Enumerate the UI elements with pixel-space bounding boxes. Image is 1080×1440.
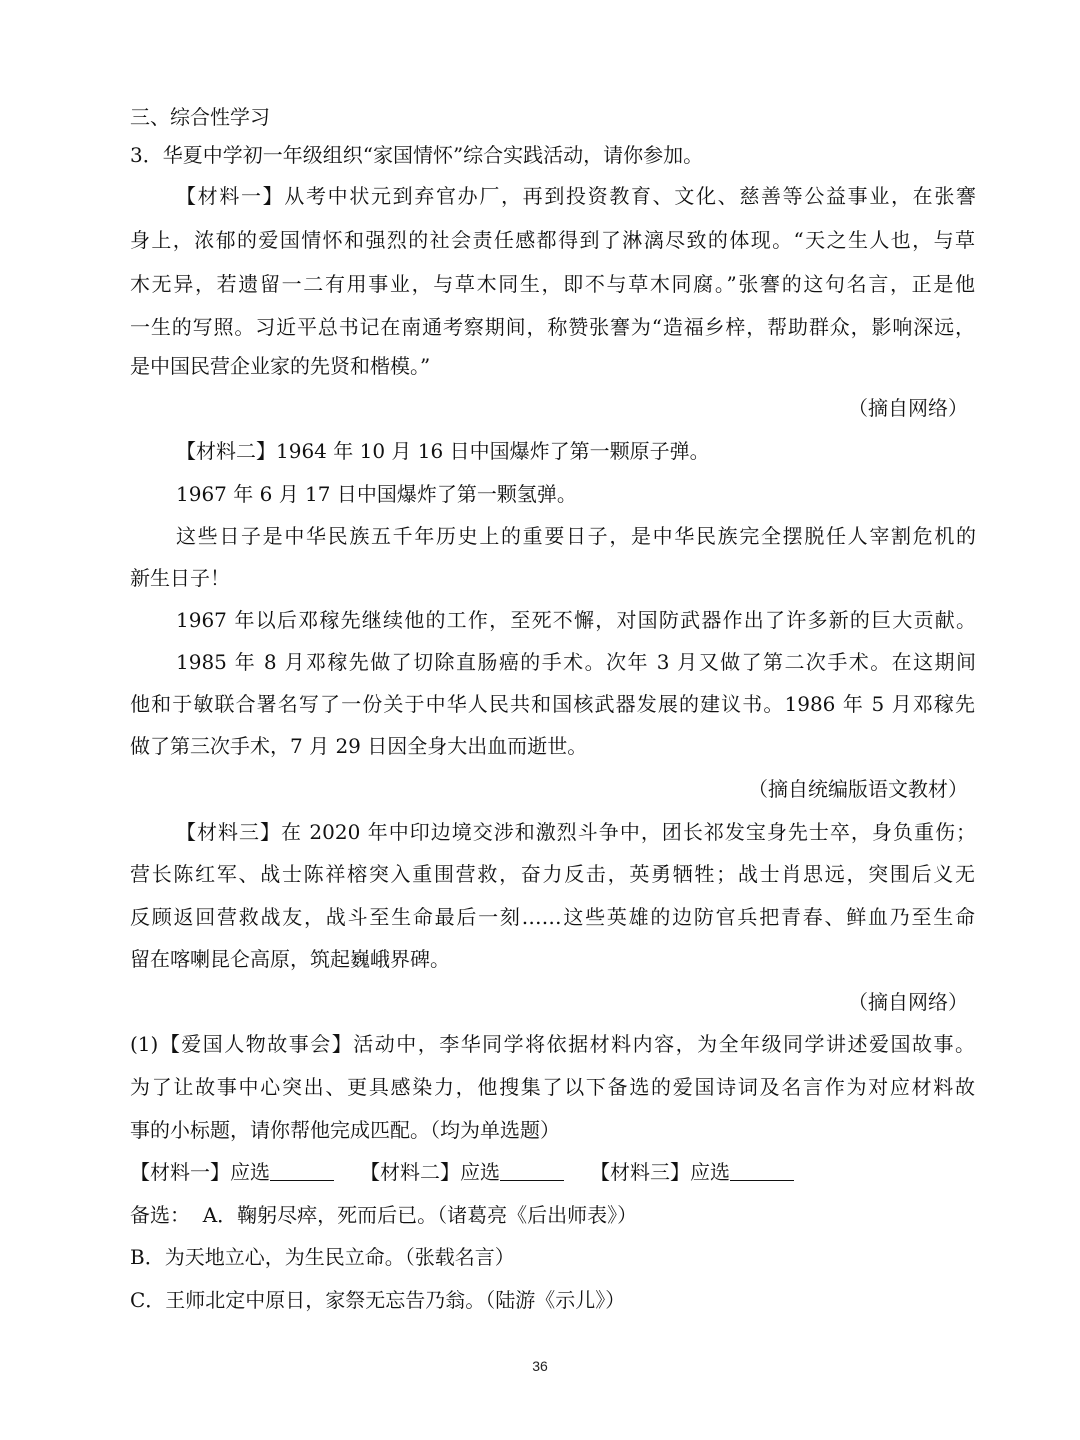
options-prefix: 备选： xyxy=(130,1203,190,1227)
sub-question-line: (1)【爱国人物故事会】活动中，李华同学将依据材料内容，为全年级同学讲述爱国故事。 xyxy=(130,1032,975,1056)
material3-source: （摘自网络） xyxy=(848,990,968,1014)
material1-line: 【材料一】从考中状元到弃官办厂，再到投资教育、文化、慈善等公益事业，在张謇 xyxy=(176,184,976,208)
material2-line: 【材料二】1964 年 10 月 16 日中国爆炸了第一颗原子弹。 xyxy=(176,439,710,463)
material2-line: 这些日子是中华民族五千年历史上的重要日子，是中华民族完全摆脱任人宰割危机的 xyxy=(176,524,976,548)
material3-line: 【材料三】在 2020 年中印边境交涉和激烈斗争中，团长祁发宝身先士卒，身负重伤； xyxy=(176,820,976,844)
material3-line: 反顾返回营救战友，战斗至生命最后一刻……这些英雄的边防官兵把青春、鲜血乃至生命 xyxy=(130,905,975,929)
section-title: 三、综合性学习 xyxy=(130,105,270,129)
material3-line: 营长陈红军、战士陈祥榕突入重围营救，奋力反击，英勇牺牲；战士肖思远，突围后义无 xyxy=(130,862,975,886)
material2-line: 1967 年 6 月 17 日中国爆炸了第一颗氢弹。 xyxy=(176,482,577,506)
sub-question-line: 为了让故事中心突出、更具感染力，他搜集了以下备选的爱国诗词及名言作为对应材料故 xyxy=(130,1075,975,1099)
option-c: C．王师北定中原日，家祭无忘告乃翁。（陆游《示儿》） xyxy=(130,1288,626,1312)
page-number: 36 xyxy=(532,1358,548,1374)
option-b: B．为天地立心，为生民立命。（张载名言） xyxy=(130,1245,515,1269)
answer-label-material2: 【材料二】应选 xyxy=(360,1160,500,1184)
material1-line: 木无异，若遗留一二有用事业，与草木同生，即不与草木同腐。”张謇的这句名言，正是他 xyxy=(130,272,975,296)
material1-line: 一生的写照。习近平总书记在南通考察期间，称赞张謇为“造福乡梓，帮助群众，影响深远， xyxy=(130,315,975,339)
answer-label-material3: 【材料三】应选 xyxy=(590,1160,730,1184)
material2-line: 做了第三次手术，7 月 29 日因全身大出血而逝世。 xyxy=(130,734,588,758)
answer-label-material1: 【材料一】应选 xyxy=(130,1160,270,1184)
material2-line: 他和于敏联合署名写了一份关于中华人民共和国核武器发展的建议书。1986 年 5 月邓稼先 xyxy=(130,692,975,716)
material1-source: （摘自网络） xyxy=(848,396,968,420)
answer-row xyxy=(130,1158,975,1186)
material2-line: 新生日子！ xyxy=(130,566,230,590)
material1-line: 身上，浓郁的爱国情怀和强烈的社会责任感都得到了淋漓尽致的体现。“天之生人也，与草 xyxy=(130,228,975,252)
material2-source: （摘自统编版语文教材） xyxy=(748,777,968,801)
question-intro: 3．华夏中学初一年级组织“家国情怀”综合实践活动，请你参加。 xyxy=(130,143,704,167)
material1-line: 是中国民营企业家的先贤和楷模。” xyxy=(130,354,431,378)
answer-blank-material2[interactable] xyxy=(500,1160,564,1181)
material2-line: 1985 年 8 月邓稼先做了切除直肠癌的手术。次年 3 月又做了第二次手术。在这期间 xyxy=(176,650,976,674)
option-row-a xyxy=(130,1201,975,1229)
sub-question-line: 事的小标题，请你帮他完成匹配。（均为单选题） xyxy=(130,1118,560,1142)
material3-line: 留在喀喇昆仑高原，筑起巍峨界碑。 xyxy=(130,947,450,971)
answer-blank-material3[interactable] xyxy=(730,1160,794,1181)
option-a: A．鞠躬尽瘁，死而后已。（诸葛亮《后出师表》） xyxy=(202,1203,638,1227)
answer-blank-material1[interactable] xyxy=(270,1160,334,1181)
material2-line: 1967 年以后邓稼先继续他的工作，至死不懈，对国防武器作出了许多新的巨大贡献。 xyxy=(176,608,976,632)
